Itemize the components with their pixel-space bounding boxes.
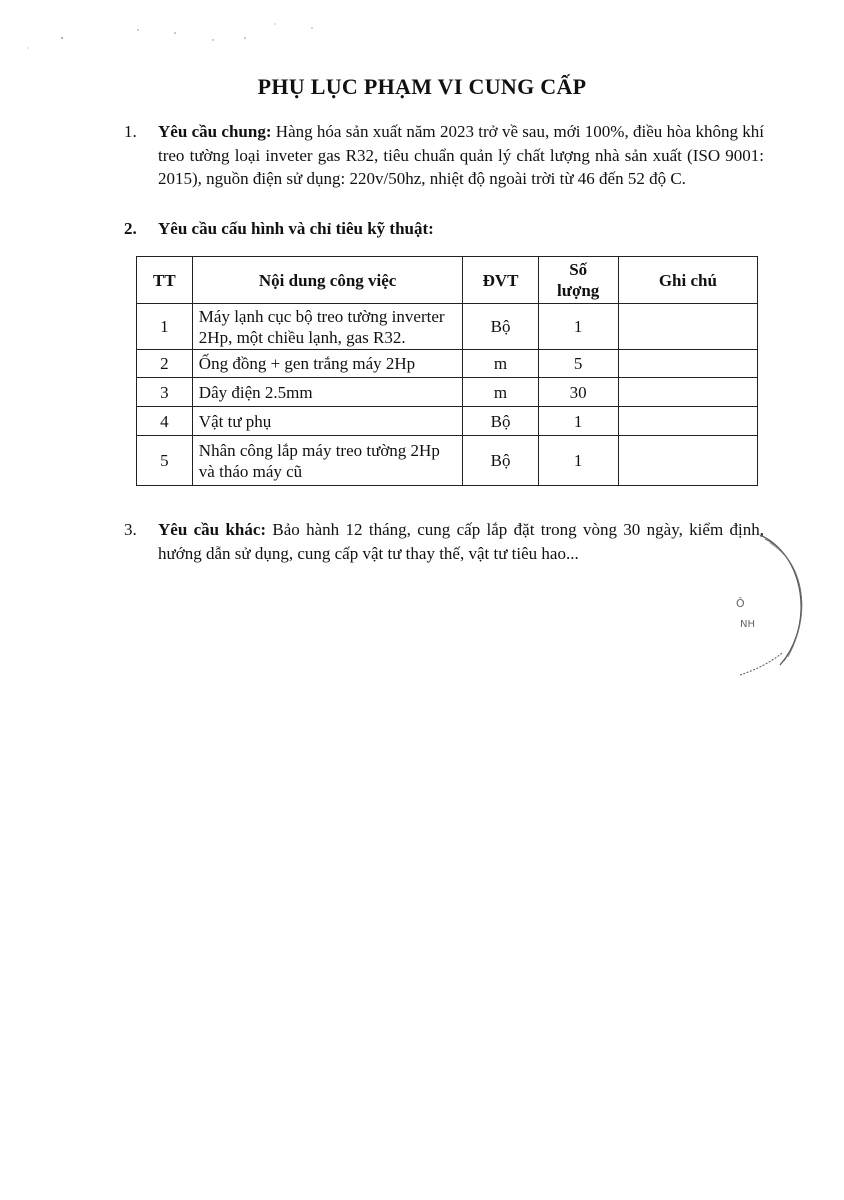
stamp-text-bottom: NH (740, 619, 755, 630)
cell-tt: 4 (137, 407, 193, 436)
header-content: Nội dung công việc (192, 257, 463, 304)
cell-quantity: 5 (538, 350, 618, 378)
cell-tt: 1 (137, 304, 193, 350)
table-row (137, 350, 758, 378)
cell-tt: 3 (137, 378, 193, 407)
cell-quantity: 1 (538, 407, 618, 436)
section-number: 2. (124, 219, 137, 238)
cell-unit: Bộ (463, 304, 538, 350)
cell-unit: Bộ (463, 436, 538, 486)
cell-quantity: 30 (538, 378, 618, 407)
table-row (137, 436, 758, 486)
cell-tt: 5 (137, 436, 193, 486)
cell-note (618, 378, 757, 407)
cell-tt: 2 (137, 350, 193, 378)
section-heading: Yêu cầu khác: (158, 520, 267, 539)
specification-table (136, 256, 758, 486)
cell-note (618, 304, 757, 350)
section-number: 3. (124, 520, 137, 539)
table-row (137, 407, 758, 436)
cell-quantity: 1 (538, 304, 618, 350)
section-body (158, 120, 764, 191)
cell-content: Dây điện 2.5mm (192, 378, 463, 407)
section-body (158, 217, 764, 241)
header-quantity (538, 257, 618, 304)
table-row (137, 304, 758, 350)
cell-content: Vật tư phụ (192, 407, 463, 436)
cell-content: Máy lạnh cục bộ treo tường inverter 2Hp, một chiều lạnh, gas R32. (192, 304, 463, 350)
cell-unit: Bộ (463, 407, 538, 436)
table-row (137, 378, 758, 407)
header-tt: TT (137, 257, 193, 304)
cell-unit: m (463, 350, 538, 378)
cell-unit: m (463, 378, 538, 407)
cell-note (618, 407, 757, 436)
section-general-requirements (124, 120, 764, 191)
cell-content: Ống đồng + gen trắng máy 2Hp (192, 350, 463, 378)
cell-quantity: 1 (538, 436, 618, 486)
section-text: Hàng hóa sản xuất năm 2023 trở về sau, mới 100%, điều hòa không khí treo tường loại inveter gas R32, tiêu chuẩn quản lý chất lượng nhà sản xuất (ISO 9001: 2015), nguồn điện sử dụng: 220v/50hz, nhiệt độ ngoài trời từ 46 đến 52 độ C. (158, 122, 764, 188)
table-header-row (137, 257, 758, 304)
cell-content: Nhân công lắp máy treo tường 2Hp và tháo máy cũ (192, 436, 463, 486)
section-heading: Yêu cầu chung: (158, 122, 272, 141)
section-body (158, 518, 764, 565)
cell-note (618, 350, 757, 378)
page-title: PHỤ LỤC PHẠM VI CUNG CẤP (257, 74, 587, 99)
stamp-text-top: Ô (736, 597, 745, 610)
section-technical-requirements (124, 217, 764, 241)
header-note: Ghi chú (618, 257, 757, 304)
section-other-requirements (124, 518, 764, 565)
cell-note (618, 436, 757, 486)
header-unit: ĐVT (463, 257, 538, 304)
section-number: 1. (124, 122, 137, 141)
header-quantity-label: Số lượng (557, 260, 600, 300)
scan-specks (0, 0, 844, 60)
section-heading: Yêu cầu cấu hình và chỉ tiêu kỹ thuật: (158, 219, 434, 238)
section-text: Bảo hành 12 tháng, cung cấp lắp đặt trong vòng 30 ngày, kiểm định, hướng dẫn sử dụng, cung cấp vật tư thay thế, vật tư tiêu hao... (158, 520, 764, 563)
stamp-fragment (700, 525, 840, 685)
